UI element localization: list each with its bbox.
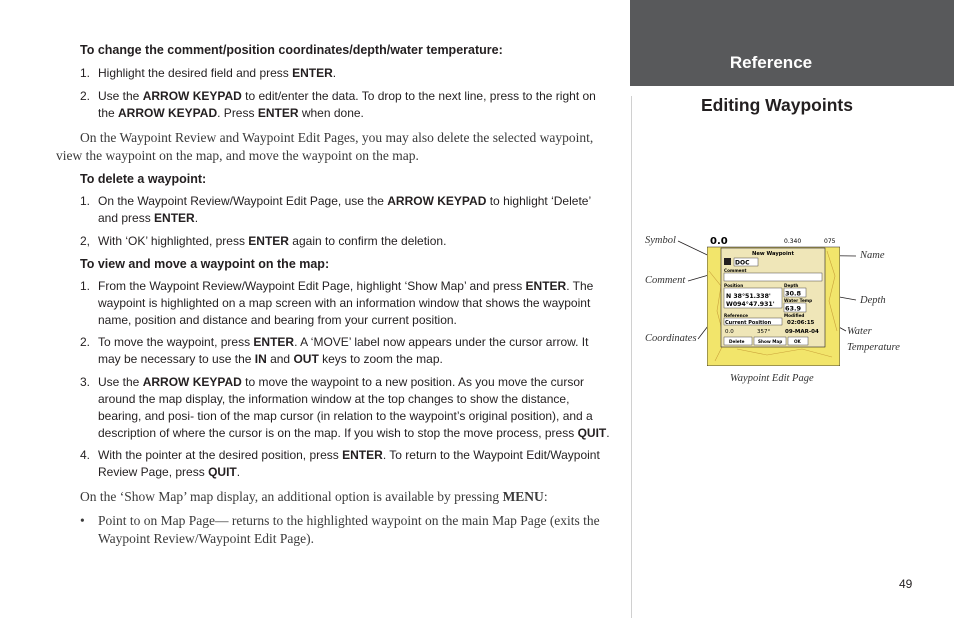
label-name: Name — [860, 250, 885, 261]
label-depth: Depth — [860, 295, 886, 306]
delete-heading: To delete a waypoint: — [80, 172, 207, 186]
bullet-mark: • — [80, 513, 85, 528]
waypoint-name: DOC — [735, 259, 750, 267]
change-heading: To change the comment/position coordinates/depth/water temperature: — [80, 43, 503, 57]
depth-value: 30.8 — [785, 289, 802, 298]
screen-title: New Waypoint — [752, 251, 794, 257]
reference-tab-label: Reference — [729, 53, 813, 72]
delete-button-label: Delete — [729, 339, 745, 344]
section-title: Editing Waypoints — [701, 95, 853, 115]
reference-tab — [630, 0, 954, 86]
comment-label: Comment — [724, 268, 747, 273]
change-step-1: 1. Highlight the desired field and press ENTER. — [80, 66, 337, 80]
gps-left-value: 0.0 — [710, 236, 728, 247]
modified-time: 02:06:15 — [787, 320, 815, 326]
gps-right-value: 075 — [824, 238, 836, 245]
label-coordinates: Coordinates — [645, 333, 697, 344]
menu-paragraph: On the ‘Show Map’ map display, an additional option is available by pressing MENU: — [80, 489, 548, 504]
label-temperature: Temperature — [847, 342, 900, 353]
label-comment: Comment — [645, 275, 686, 286]
view-heading: To view and move a waypoint on the map: — [80, 257, 330, 271]
figure-caption: Waypoint Edit Page — [730, 373, 814, 384]
label-water: Water — [847, 326, 872, 337]
position-label: Position — [724, 283, 744, 288]
modified-date: 09-MAR-04 — [785, 329, 819, 335]
water-temp-label: Water Temp — [784, 298, 813, 303]
column-divider — [631, 96, 632, 618]
bullet-item: • Point to on Map Page— returns to the highlighted waypoint on the main Map Page (exits the Waypoint Review/Waypoint Edit Page). — [80, 513, 600, 546]
depth-label: Depth — [784, 283, 799, 288]
label-symbol: Symbol — [645, 235, 676, 246]
reference-label: Reference — [724, 313, 748, 318]
view-step-4: 4. With the pointer at the desired position, press ENTER. To return to the Waypoint Edit/Waypoint Review Page, press QUIT. — [80, 448, 600, 479]
view-step-2: 2. To move the waypoint, press ENTER. A ‘MOVE’ label now appears under the cursor arrow. It may be necessary to use the IN and OUT keys to zoom the map. — [80, 335, 589, 366]
change-step-2: 2. Use the ARROW KEYPAD to edit/enter the data. To drop to the next line, press to the right on the ARROW KEYPAD. Press ENTER when done. — [80, 89, 596, 120]
view-step-3: 3. Use the ARROW KEYPAD to move the waypoint to a new position. As you move the cursor around the map display, the information window at the top changes to show the distance, bearing, and posi- tion of the map cursor (in relation to the waypoint’s original position), and a description of where the cursor is on the map. If you wish to stop the move process, press QUIT. — [80, 375, 610, 440]
view-step-1: 1. From the Waypoint Review/Waypoint Edit Page, highlight ‘Show Map’ and press ENTER. The waypoint is highlighted on a map screen with an information window that shows the waypoint name, position and distance and bearing from your current position. — [80, 279, 594, 327]
bearing-value: 357° — [757, 329, 771, 335]
water-temp-value: 63.9 — [785, 304, 802, 313]
show-map-button-label: Show Map — [758, 339, 783, 344]
intro-paragraph: On the Waypoint Review and Waypoint Edit Pages, you may also delete the selected waypoint, view the waypoint on the map, and move the waypoint on the map. — [56, 130, 594, 163]
reference-value: Current Position — [725, 320, 772, 326]
waypoint-symbol-icon — [724, 258, 731, 265]
delete-step-2: 2, With ‘OK’ highlighted, press ENTER again to confirm the deletion. — [80, 234, 447, 248]
latitude-value: N 38°51.338' — [726, 293, 771, 300]
modified-label: Modified — [784, 313, 805, 318]
delete-step-1: 1. On the Waypoint Review/Waypoint Edit Page, use the ARROW KEYPAD to highlight ‘Delete’ and press ENTER. — [80, 194, 591, 225]
page-number: 49 — [899, 577, 913, 591]
gps-mid-value: 0.340 — [784, 238, 802, 245]
longitude-value: W094°47.931' — [726, 301, 775, 308]
distance-value: 0.0 — [725, 329, 734, 335]
waypoint-edit-screen — [707, 231, 840, 366]
ok-button-label: OK — [794, 339, 801, 344]
